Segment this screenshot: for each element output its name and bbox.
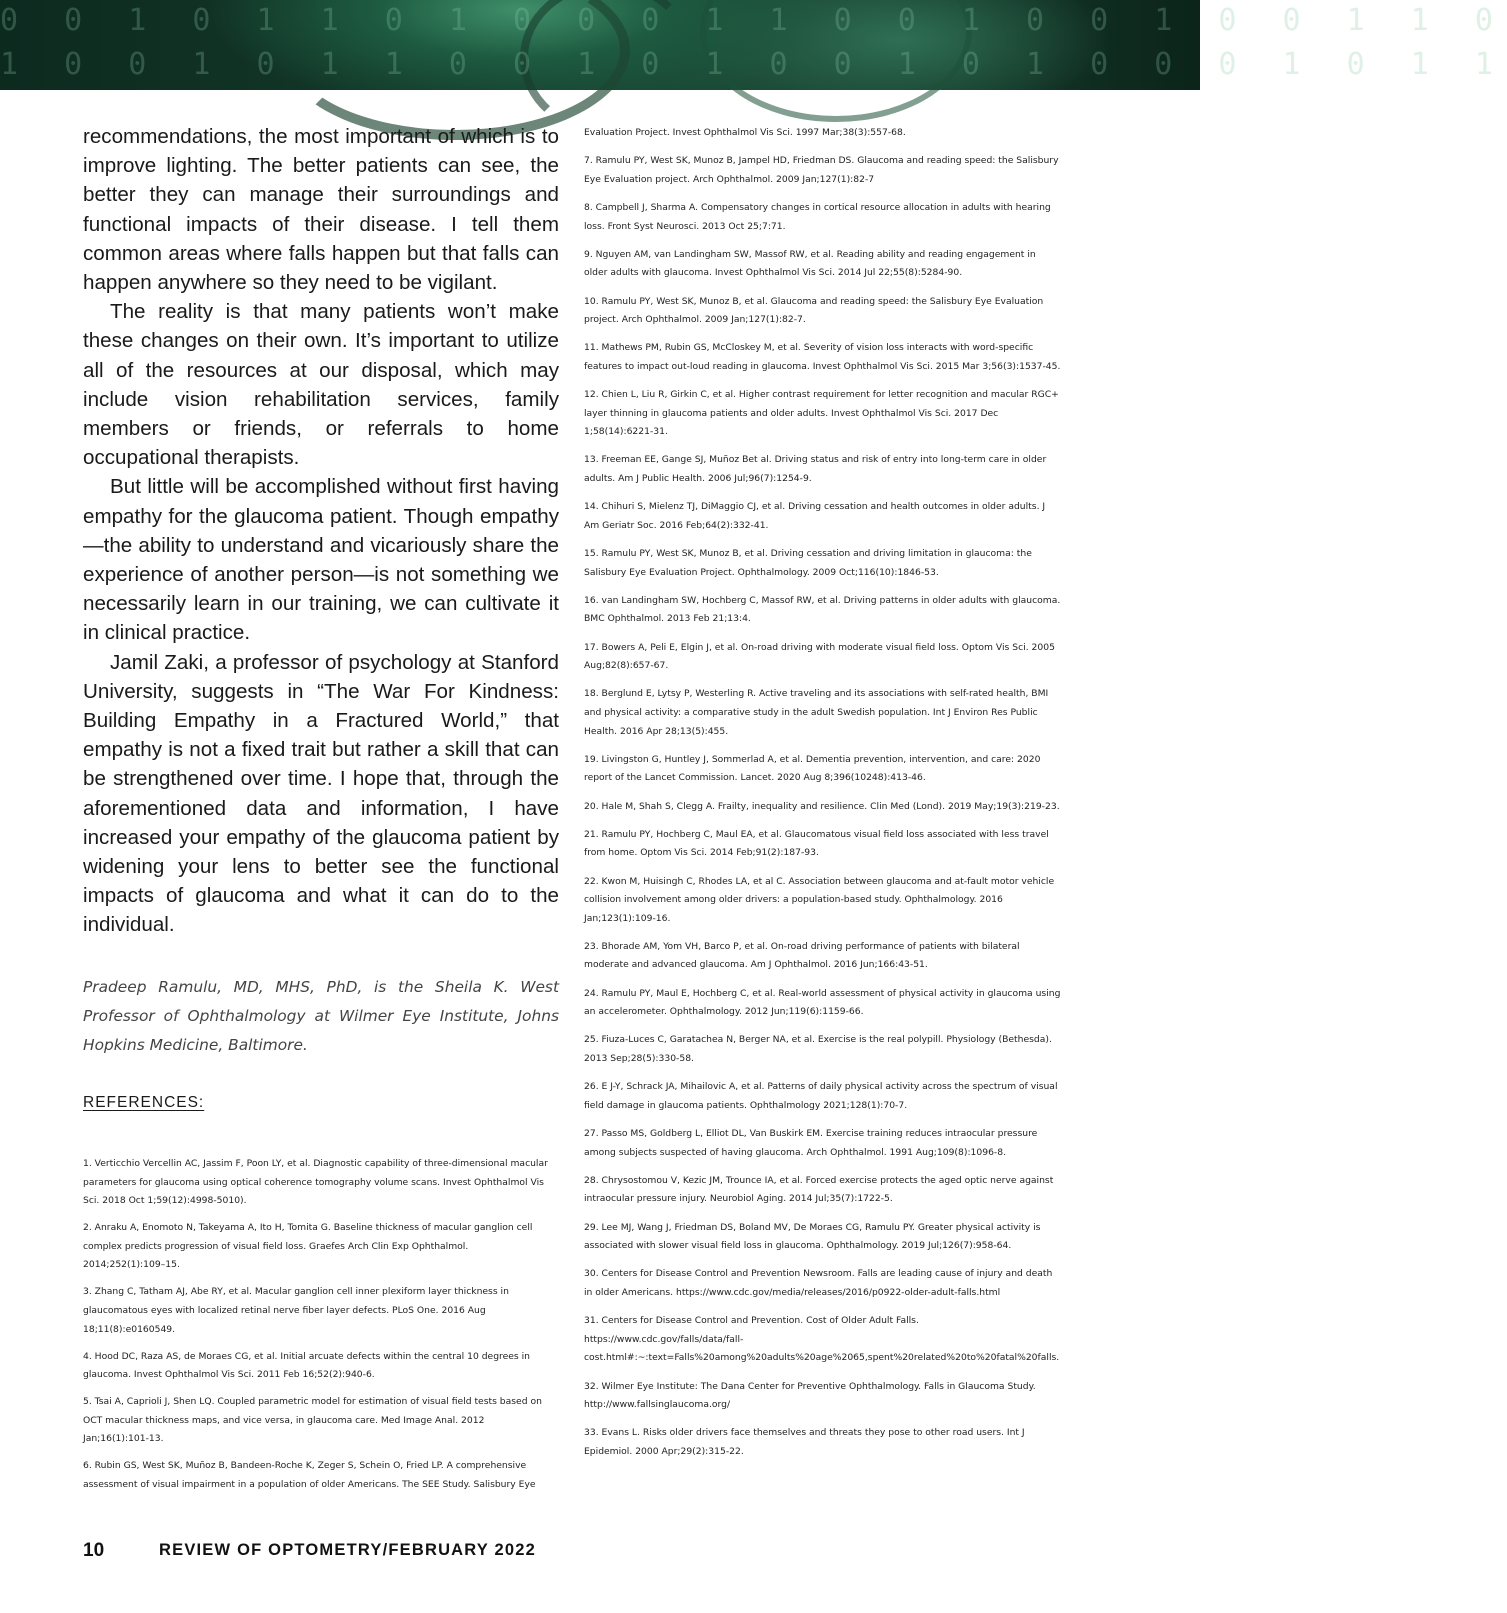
references-heading: REFERENCES: [83, 1094, 205, 1111]
binary-digits-row: 0 0 1 0 1 1 0 1 0 0 0 1 1 0 0 1 0 0 1 0 0 1 1 0 [0, 3, 1507, 38]
reference-item: 17. Bowers A, Peli E, Elgin J, et al. On-road driving with moderate visual field loss. Optom Vis Sci. 2005 Aug;82(8):657-67. [584, 641, 1055, 672]
article-body [83, 122, 559, 940]
reference-item: 21. Ramulu PY, Hochberg C, Maul EA, et al. Glaucomatous visual field loss associated with less travel from home. Optom Vis Sci. 2014 Feb;91(2):187-93. [584, 828, 1049, 859]
reference-item: 1. Verticchio Vercellin AC, Jassim F, Poon LY, et al. Diagnostic capability of three-dimensional macular parameters for glaucoma using optical coherence tomography volume scans. Invest Ophthalmol Vis Sci. 2018 Oct 1;59(12):4998-5010). [83, 1158, 548, 1207]
reference-item: 8. Campbell J, Sharma A. Compensatory changes in cortical resource allocation in adults with hearing loss. Front Syst Neurosci. 2013 Oct 25;7:71. [584, 201, 1051, 232]
reference-item: 19. Livingston G, Huntley J, Sommerlad A, et al. Dementia prevention, intervention, and care: 2020 report of the Lancet Commission. Lancet. 2020 Aug 8;396(10248):413-46. [584, 753, 1041, 784]
references-list-left [83, 1155, 553, 1503]
reference-item: 20. Hale M, Shah S, Clegg A. Frailty, inequality and resilience. Clin Med (Lond). 2019 May;19(3):219-23. [584, 800, 1060, 812]
reference-item: 2. Anraku A, Enomoto N, Takeyama A, Ito H, Tomita G. Baseline thickness of macular ganglion cell complex predicts progression of visual field loss. Graefes Arch Clin Exp Ophthalmol. 2014;252(1):109–15. [83, 1222, 533, 1271]
binary-digits-row: 1 0 0 1 0 1 1 0 0 1 0 1 0 0 1 0 1 0 0 0 1 0 1 1 [0, 47, 1507, 82]
reference-item: 7. Ramulu PY, West SK, Munoz B, Jampel HD, Friedman DS. Glaucoma and reading speed: the Salisbury Eye Evaluation project. Arch Ophthalmol. 2009 Jan;127(1):82-7 [584, 155, 1059, 185]
reference-item: 15. Ramulu PY, West SK, Munoz B, et al. Driving cessation and driving limitation in glaucoma: the Salisbury Eye Evaluation Project. Ophthalmology. 2009 Oct;116(10):1846-53. [584, 548, 1032, 578]
reference-item: 28. Chrysostomou V, Kezic JM, Trounce IA, et al. Forced exercise protects the aged optic nerve against intraocular pressure injury. Neurobiol Aging. 2014 Jul;35(7):1722-5. [584, 1174, 1054, 1205]
page-footer [83, 1540, 536, 1562]
reference-item: 18. Berglund E, Lytsy P, Westerling R. Active traveling and its associations with self-rated health, BMI and physical activity: a comparative study in the adult Swedish population. Int J Environ Res Public Health. 2016 Apr 28;13(5):455. [584, 688, 1049, 737]
paragraph: recommendations, the most important of which is to improve lighting. The better patients can see, the better they can manage their surroundings and functional impacts of their disease. I tell them common areas where falls happen but that falls can happen anywhere so they need to be vigilant. [83, 125, 559, 295]
paragraph: The reality is that many patients won’t make these changes on their own. It’s important to utilize all of the resources at our disposal, which may include vision rehabilitation services, family members or friends, or referrals to home occupational therapists. [83, 300, 559, 470]
reference-item: 26. E J-Y, Schrack JA, Mihailovic A, et al. Patterns of daily physical activity across the spectrum of visual field damage in glaucoma patients. Ophthalmology 2021;128(1):70-7. [584, 1081, 1058, 1111]
reference-item: 14. Chihuri S, Mielenz TJ, DiMaggio CJ, et al. Driving cessation and health outcomes in older adults. J Am Geriatr Soc. 2016 Feb;64(2):332-41. [584, 501, 1046, 531]
reference-item: 27. Passo MS, Goldberg L, Elliot DL, Van Buskirk EM. Exercise training reduces intraocular pressure among subjects suspected of having glaucoma. Arch Ophthalmol. 1991 Aug;109(8):1096-8. [584, 1128, 1038, 1158]
reference-item: 32. Wilmer Eye Institute: The Dana Center for Preventive Ophthalmology. Falls in Glaucoma Study. http://www.fallsinglaucoma.org/ [584, 1380, 1036, 1411]
author-bio: Pradeep Ramulu, MD, MHS, PhD, is the Sheila K. West Professor of Ophthalmology at Wilmer Eye Institute, Johns Hopkins Medicine, Baltimore. [83, 978, 559, 1054]
reference-item: 24. Ramulu PY, Maul E, Hochberg C, et al. Real-world assessment of physical activity in glaucoma using an accelerometer. Ophthalmology. 2012 Jun;119(6):1159-66. [584, 987, 1061, 1018]
reference-item: 12. Chien L, Liu R, Girkin C, et al. Higher contrast requirement for letter recognition and macular RGC+ layer thinning in glaucoma patients and older adults. Invest Ophthalmol Vis Sci. 2017 Dec 1;58(14):6221-31. [584, 389, 1059, 438]
reference-item: 9. Nguyen AM, van Landingham SW, Massof RW, et al. Reading ability and reading engagement in older adults with glaucoma. Invest Ophthalmol Vis Sci. 2014 Jul 22;55(8):5284-90. [584, 248, 1036, 279]
reference-item: 4. Hood DC, Raza AS, de Moraes CG, et al. Initial arcuate defects within the central 10 degrees in glaucoma. Invest Ophthalmol Vis Sci. 2011 Feb 16;52(2):940-6. [83, 1350, 531, 1381]
reference-item: 33. Evans L. Risks older drivers face themselves and threats they pose to other road users. Int J Epidemiol. 2000 Apr;29(2):315-22. [584, 1427, 1025, 1457]
reference-item: 29. Lee MJ, Wang J, Friedman DS, Boland MV, De Moraes CG, Ramulu PY. Greater physical activity is associated with slower visual field loss in glaucoma. Ophthalmology. 2019 Jul;126(7):958-64. [584, 1221, 1041, 1252]
reference-item: 23. Bhorade AM, Yom VH, Barco P, et al. On-road driving performance of patients with bilateral moderate and advanced glaucoma. Am J Ophthalmol. 2016 Jun;166:43-51. [584, 940, 1020, 971]
reference-item: 31. Centers for Disease Control and Prevention. Cost of Older Adult Falls. https://www.cdc.gov/falls/data/fall-cost.html#:~:text=Falls%20among%20adults%20age%2065,spent%20related%20to%20fatal%20falls. [584, 1315, 1060, 1364]
reference-item: 6. Rubin GS, West SK, Muñoz B, Bandeen-Roche K, Zeger S, Schein O, Fried LP. A comprehensive assessment of visual impairment in a population of older Americans. The SEE Study. Salisbury Eye [83, 1460, 536, 1490]
reference-item: 3. Zhang C, Tatham AJ, Abe RY, et al. Macular ganglion cell inner plexiform layer thickness in glaucomatous eyes with localized retinal nerve fiber layer defects. PLoS One. 2016 Aug 18;11(8):e0160549. [83, 1286, 509, 1335]
paragraph: But little will be accomplished without first having empathy for the glaucoma patient. Though empathy—the ability to understand and vicariously share the experience of another person—is not something we necessarily learn in our training, we can cultivate it in clinical practice. [83, 475, 559, 645]
reference-item: 22. Kwon M, Huisingh C, Rhodes LA, et al C. Association between glaucoma and at-fault motor vehicle collision involvement among older drivers: a population-based study. Ophthalmology. 2016 Jan;123(1):109-16. [584, 875, 1055, 924]
paragraph: Jamil Zaki, a professor of psychology at Stanford University, suggests in “The War For Kindness: Building Empathy in a Fractured World,” that empathy is not a fixed trait but rather a skill that can be strengthened over time. I hope that, through the aforementioned data and information, I have increased your empathy of the glaucoma patient by widening your lens to better see the functional impacts of glaucoma and what it can do to the individual. [83, 650, 559, 937]
page-number: 10 [83, 1540, 105, 1561]
reference-item: 16. van Landingham SW, Hochberg C, Massof RW, et al. Driving patterns in older adults with glaucoma. BMC Ophthalmol. 2013 Feb 21;13:4. [584, 594, 1061, 625]
header-banner-image [0, 0, 1507, 90]
reference-item: Evaluation Project. Invest Ophthalmol Vis Sci. 1997 Mar;38(3):557-68. [584, 127, 906, 138]
reference-item: 11. Mathews PM, Rubin GS, McCloskey M, et al. Severity of vision loss interacts with word-specific features to impact out-loud reading in glaucoma. Invest Ophthalmol Vis Sci. 2015 Mar 3;56(3):1537-45. [584, 342, 1061, 372]
reference-item: 10. Ramulu PY, West SK, Munoz B, et al. Glaucoma and reading speed: the Salisbury Eye Evaluation project. Arch Ophthalmol. 2009 Jan;127(1):82-7. [584, 295, 1044, 326]
reference-item: 30. Centers for Disease Control and Prevention Newsroom. Falls are leading cause of injury and death in older Americans. https://www.cdc.gov/media/releases/2016/p0922-older-adult-falls.html [584, 1268, 1053, 1298]
publication-title: REVIEW OF OPTOMETRY/FEBRUARY 2022 [159, 1541, 536, 1559]
reference-item: 25. Fiuza-Luces C, Garatachea N, Berger NA, et al. Exercise is the real polypill. Physiology (Bethesda). 2013 Sep;28(5):330-58. [584, 1034, 1052, 1065]
references-list-right [584, 124, 1062, 1471]
reference-item: 5. Tsai A, Caprioli J, Shen LQ. Coupled parametric model for estimation of visual field tests based on OCT macular thickness maps, and vice versa, in glaucoma care. Med Image Anal. 2012 Jan;16(1):101-13. [83, 1396, 542, 1445]
reference-item: 13. Freeman EE, Gange SJ, Muñoz Bet al. Driving status and risk of entry into long-term care in older adults. Am J Public Health. 2006 Jul;96(7):1254-9. [584, 454, 1047, 485]
